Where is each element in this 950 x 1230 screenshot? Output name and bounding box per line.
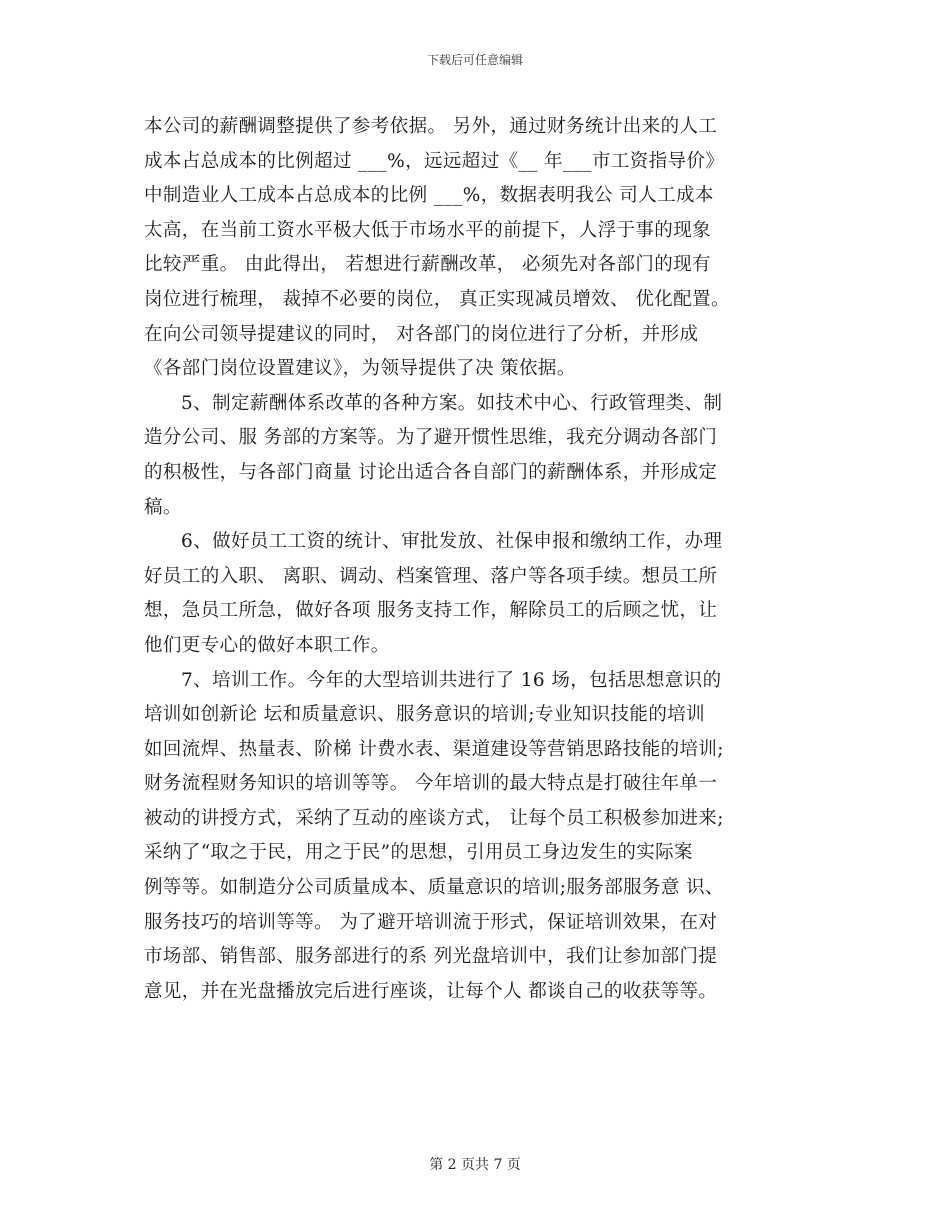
paragraph-item-7 bbox=[144, 664, 814, 1010]
text-line: 太高，在当前工资水平极大低于市场水平的前提下，人浮于事的现象 bbox=[144, 219, 712, 241]
text-line: 好员工的入职、 离职、调动、档案管理、落户等各项手续。想员工所 bbox=[144, 565, 718, 587]
text-line: 财务流程财务知识的培训等等。 今年培训的最大特点是打破往年单一 bbox=[144, 773, 718, 795]
paragraph bbox=[144, 110, 814, 387]
text-line: 如回流焊、热量表、阶梯 计费水表、渠道建设等营销思路技能的培训; bbox=[144, 738, 724, 760]
text-line: 在向公司领导提建议的同时， 对各部门的岗位进行了分析，并形成 bbox=[144, 323, 699, 345]
text-line: 岗位进行梳理， 裁掉不必要的岗位， 真正实现减员增效、 优化配置。 bbox=[144, 288, 730, 310]
page-header: 下载后可任意编辑 bbox=[426, 53, 523, 67]
text-line: 的积极性，与各部门商量 讨论出适合各自部门的薪酬体系，并形成定 bbox=[144, 461, 718, 483]
text-line: 意见，并在光盘播放完后进行座谈，让每个人 都谈自己的收获等等。 bbox=[144, 980, 718, 1002]
text-line: 《各部门岗位设置建议》，为领导提供了决 策依据。 bbox=[144, 358, 576, 380]
text-line: 服务技巧的培训等等。 为了避开培训流于形式，保证培训效果，在对 bbox=[144, 911, 718, 933]
text-line: 例等等。如制造分公司质量成本、质量意识的培训;服务部服务意 识、 bbox=[144, 877, 724, 899]
text-line: 他们更专心的做好本职工作。 bbox=[144, 634, 390, 656]
text-line: 市场部、销售部、服务部进行的系 列光盘培训中，我们让参加部门提 bbox=[144, 946, 718, 968]
text-line: 中制造业人工成本占总成本的比例 ___%，数据表明我公 司人工成本 bbox=[144, 185, 714, 207]
paragraph-item-6 bbox=[144, 525, 814, 663]
text-line: 5、制定薪酬体系改革的各种方案。如技术中心、行政管理类、制 bbox=[181, 392, 723, 414]
text-line: 成本占总成本的比例超过 ___%，远远超过《__ 年___市工资指导价》 bbox=[144, 150, 725, 172]
text-line: 造分公司、服 务部的方案等。为了避开惯性思维，我充分调动各部门 bbox=[144, 427, 718, 449]
text-line: 培训如创新论 坛和质量意识、服务意识的培训;专业知识技能的培训 bbox=[144, 704, 706, 726]
text-line: 稿。 bbox=[144, 496, 182, 518]
text-line: 被动的讲授方式，采纳了互动的座谈方式， 让每个员工积极参加进来; bbox=[144, 807, 724, 829]
text-line: 想，急员工所急，做好各项 服务支持工作，解除员工的后顾之忧，让 bbox=[144, 600, 718, 622]
document-body bbox=[144, 110, 814, 1009]
text-line: 6、做好员工工资的统计、审批发放、社保申报和缴纳工作，办理 bbox=[181, 531, 723, 553]
text-line: 7、培训工作。今年的大型培训共进行了 16 场，包括思想意识的 bbox=[181, 669, 722, 691]
text-line: 比较严重。 由此得出， 若想进行薪酬改革， 必须先对各部门的现有 bbox=[144, 254, 711, 276]
paragraph-item-5 bbox=[144, 387, 814, 525]
page-number: 第 2 页共 7 页 bbox=[429, 1157, 521, 1173]
text-line: 本公司的薪酬调整提供了参考依据。 另外，通过财务统计出来的人工 bbox=[144, 116, 718, 137]
text-line: 采纳了“取之于民，用之于民”的思想，引用员工身边发生的实际案 bbox=[144, 842, 693, 864]
